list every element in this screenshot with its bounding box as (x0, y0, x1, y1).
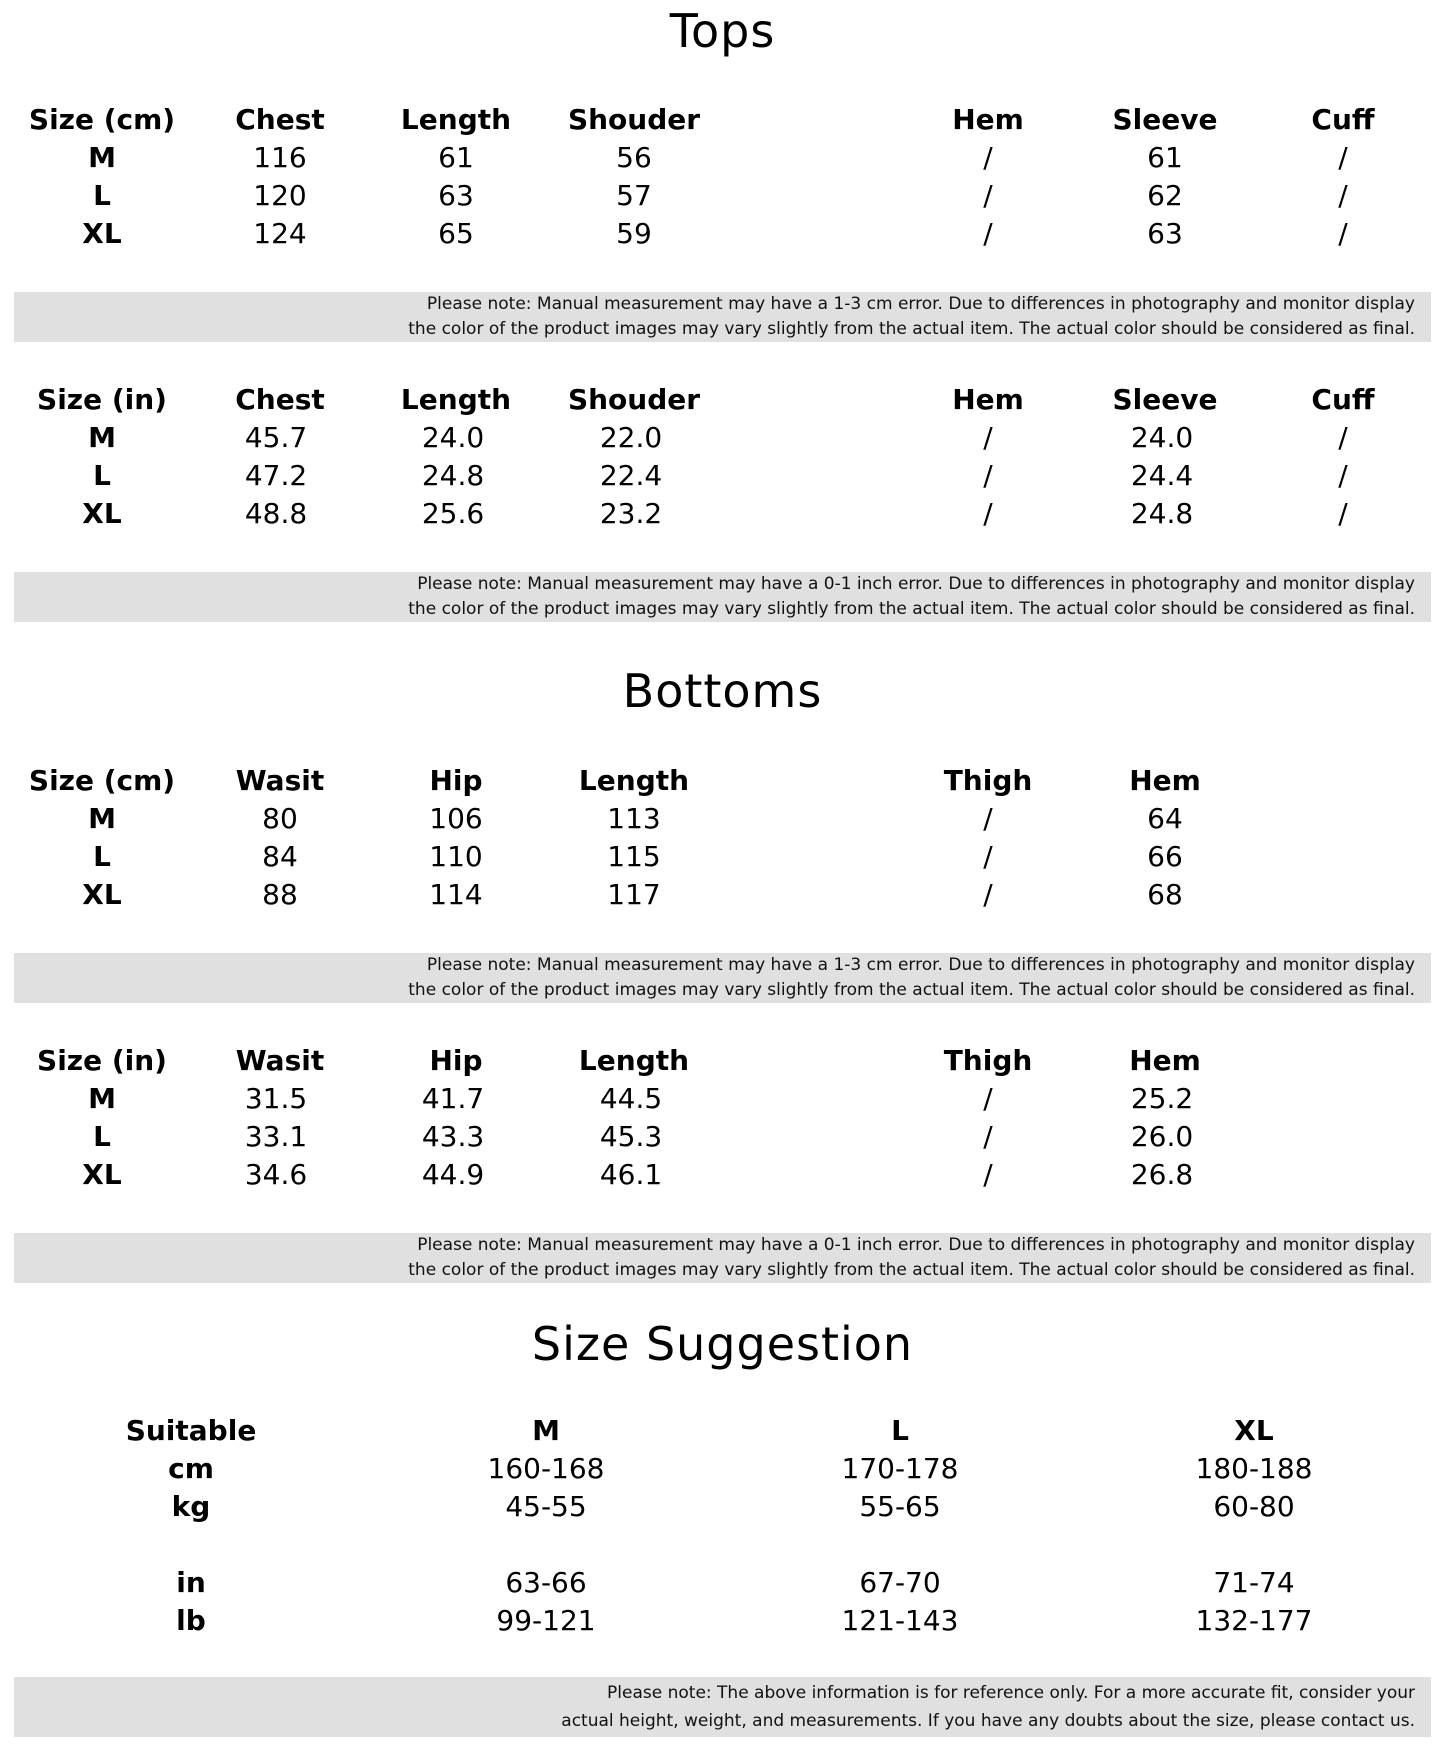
header-cell: Hip (429, 764, 483, 797)
table-row (0, 177, 1445, 215)
header-cell: Size (cm) (28, 103, 176, 136)
value-cell: / (983, 1082, 993, 1115)
value-cell: 88 (262, 878, 298, 911)
header-cell: Sleeve (1112, 103, 1218, 136)
value-cell: 114 (429, 878, 483, 911)
note-line: the color of the product images may vary slightly from the actual item. The actual color should be considered as final. (408, 599, 1415, 619)
header-cell: Suitable (125, 1414, 257, 1447)
value-cell: 67-70 (859, 1566, 941, 1599)
value-cell: 65 (438, 217, 474, 250)
measurement-note (14, 292, 1431, 342)
value-cell: 132-177 (1195, 1604, 1313, 1637)
value-cell: 117 (607, 878, 661, 911)
header-cell: Size (in) (37, 383, 167, 416)
value-cell: 41.7 (421, 1082, 485, 1115)
value-cell: 110 (429, 840, 483, 873)
value-cell: / (983, 179, 993, 212)
value-cell: 113 (607, 802, 661, 835)
value-cell: 59 (616, 217, 652, 250)
unit-cell: in (176, 1566, 206, 1599)
header-cell: Hip (429, 1044, 483, 1077)
value-cell: 24.8 (1130, 497, 1194, 530)
note-line: Please note: Manual measurement may have a 0-1 inch error. Due to differences in photography and monitor display (417, 1235, 1415, 1255)
value-cell: 47.2 (244, 459, 308, 492)
size-cell: M (88, 421, 116, 454)
header-cell: Shouder (567, 103, 701, 136)
table-header (0, 1042, 1445, 1080)
size-cell: L (93, 1120, 111, 1153)
header-cell: Length (400, 383, 512, 416)
value-cell: 124 (253, 217, 307, 250)
value-cell: 46.1 (599, 1158, 663, 1191)
value-cell: 63 (1147, 217, 1183, 250)
tops-title: Tops (669, 4, 776, 58)
header-cell: Wasit (235, 1044, 325, 1077)
value-cell: 61 (438, 141, 474, 174)
table-row (0, 495, 1445, 533)
header-cell: Hem (952, 383, 1024, 416)
value-cell: 61 (1147, 141, 1183, 174)
value-cell: 22.4 (599, 459, 663, 492)
note-line: Please note: The above information is for reference only. For a more accurate fit, consider your (607, 1683, 1415, 1703)
header-cell: Length (578, 1044, 690, 1077)
table-header (0, 101, 1445, 139)
header-cell: Chest (235, 383, 325, 416)
note-line: actual height, weight, and measurements. If you have any doubts about the size, please contact us. (561, 1711, 1415, 1731)
header-cell: Cuff (1311, 103, 1375, 136)
value-cell: 180-188 (1195, 1452, 1313, 1485)
header-cell: M (532, 1414, 560, 1447)
value-cell: 33.1 (244, 1120, 308, 1153)
note-line: the color of the product images may vary slightly from the actual item. The actual color should be considered as final. (408, 319, 1415, 339)
value-cell: / (983, 421, 993, 454)
note-line: the color of the product images may vary slightly from the actual item. The actual color should be considered as final. (408, 980, 1415, 1000)
value-cell: 48.8 (244, 497, 308, 530)
value-cell: / (1338, 141, 1348, 174)
value-cell: 34.6 (244, 1158, 308, 1191)
bottoms-title: Bottoms (622, 664, 823, 718)
header-cell: Wasit (235, 764, 325, 797)
value-cell: / (983, 840, 993, 873)
unit-cell: lb (176, 1604, 206, 1637)
value-cell: 170-178 (841, 1452, 959, 1485)
value-cell: 121-143 (841, 1604, 959, 1637)
value-cell: 44.9 (421, 1158, 485, 1191)
size-cell: XL (82, 1158, 122, 1191)
value-cell: 56 (616, 141, 652, 174)
value-cell: 43.3 (421, 1120, 485, 1153)
value-cell: / (1338, 459, 1348, 492)
header-cell: Length (400, 103, 512, 136)
table-row (0, 419, 1445, 457)
table-row (0, 139, 1445, 177)
value-cell: 45.3 (599, 1120, 663, 1153)
header-cell: Thigh (943, 1044, 1033, 1077)
value-cell: 31.5 (244, 1082, 308, 1115)
table-row (0, 838, 1445, 876)
header-cell: Cuff (1311, 383, 1375, 416)
unit-cell: cm (168, 1452, 214, 1485)
value-cell: 80 (262, 802, 298, 835)
value-cell: / (983, 217, 993, 250)
value-cell: / (1338, 217, 1348, 250)
table-row (0, 1118, 1445, 1156)
header-cell: Size (cm) (28, 764, 176, 797)
size-cell: M (88, 1082, 116, 1115)
value-cell: 25.2 (1130, 1082, 1194, 1115)
size-cell: XL (82, 217, 122, 250)
size-cell: L (93, 459, 111, 492)
size-cell: XL (82, 497, 122, 530)
size-cell: XL (82, 878, 122, 911)
value-cell: 57 (616, 179, 652, 212)
value-cell: 84 (262, 840, 298, 873)
value-cell: 62 (1147, 179, 1183, 212)
value-cell: 63 (438, 179, 474, 212)
header-cell: Length (578, 764, 690, 797)
value-cell: / (983, 141, 993, 174)
size-cell: M (88, 802, 116, 835)
value-cell: / (983, 459, 993, 492)
value-cell: 66 (1147, 840, 1183, 873)
header-cell: Hem (1129, 764, 1201, 797)
table-header (0, 381, 1445, 419)
value-cell: 160-168 (487, 1452, 605, 1485)
value-cell: 71-74 (1213, 1566, 1295, 1599)
value-cell: / (983, 1120, 993, 1153)
table-row (0, 457, 1445, 495)
table-row (0, 1156, 1445, 1194)
table-row (0, 876, 1445, 914)
value-cell: / (1338, 421, 1348, 454)
value-cell: / (1338, 497, 1348, 530)
header-cell: Chest (235, 103, 325, 136)
table-row (0, 1602, 1445, 1640)
unit-cell: kg (171, 1490, 211, 1523)
value-cell: 63-66 (505, 1566, 587, 1599)
header-cell: Size (in) (37, 1044, 167, 1077)
table-header (0, 1412, 1445, 1450)
value-cell: 24.8 (421, 459, 485, 492)
size-cell: L (93, 840, 111, 873)
value-cell: 23.2 (599, 497, 663, 530)
value-cell: 44.5 (599, 1082, 663, 1115)
table-row (0, 1080, 1445, 1118)
value-cell: 26.0 (1130, 1120, 1194, 1153)
value-cell: 68 (1147, 878, 1183, 911)
value-cell: 22.0 (599, 421, 663, 454)
reference-note (14, 1677, 1431, 1737)
table-row (0, 800, 1445, 838)
note-line: Please note: Manual measurement may have a 1-3 cm error. Due to differences in photography and monitor display (426, 294, 1415, 314)
value-cell: / (1338, 179, 1348, 212)
note-line: the color of the product images may vary slightly from the actual item. The actual color should be considered as final. (408, 1260, 1415, 1280)
value-cell: 120 (253, 179, 307, 212)
size-cell: M (88, 141, 116, 174)
value-cell: 45.7 (244, 421, 308, 454)
header-cell: Thigh (943, 764, 1033, 797)
measurement-note (14, 1233, 1431, 1283)
value-cell: 24.0 (1130, 421, 1194, 454)
measurement-note (14, 953, 1431, 1003)
value-cell: / (983, 1158, 993, 1191)
header-cell: Hem (1129, 1044, 1201, 1077)
value-cell: 115 (607, 840, 661, 873)
value-cell: 24.0 (421, 421, 485, 454)
value-cell: / (983, 878, 993, 911)
value-cell: 24.4 (1130, 459, 1194, 492)
value-cell: / (983, 802, 993, 835)
table-row (0, 215, 1445, 253)
value-cell: 60-80 (1213, 1490, 1295, 1523)
value-cell: 45-55 (505, 1490, 587, 1523)
table-row (0, 1564, 1445, 1602)
size-suggestion-title: Size Suggestion (531, 1317, 914, 1371)
value-cell: 99-121 (496, 1604, 596, 1637)
value-cell: 116 (253, 141, 307, 174)
value-cell: 25.6 (421, 497, 485, 530)
value-cell: / (983, 497, 993, 530)
table-row (0, 1488, 1445, 1526)
value-cell: 55-65 (859, 1490, 941, 1523)
table-header (0, 762, 1445, 800)
value-cell: 106 (429, 802, 483, 835)
header-cell: XL (1234, 1414, 1274, 1447)
note-line: Please note: Manual measurement may have a 1-3 cm error. Due to differences in photography and monitor display (426, 955, 1415, 975)
value-cell: 64 (1147, 802, 1183, 835)
table-row (0, 1450, 1445, 1488)
note-line: Please note: Manual measurement may have a 0-1 inch error. Due to differences in photography and monitor display (417, 574, 1415, 594)
header-cell: Shouder (567, 383, 701, 416)
header-cell: L (891, 1414, 909, 1447)
measurement-note (14, 572, 1431, 622)
header-cell: Hem (952, 103, 1024, 136)
size-cell: L (93, 179, 111, 212)
value-cell: 26.8 (1130, 1158, 1194, 1191)
header-cell: Sleeve (1112, 383, 1218, 416)
